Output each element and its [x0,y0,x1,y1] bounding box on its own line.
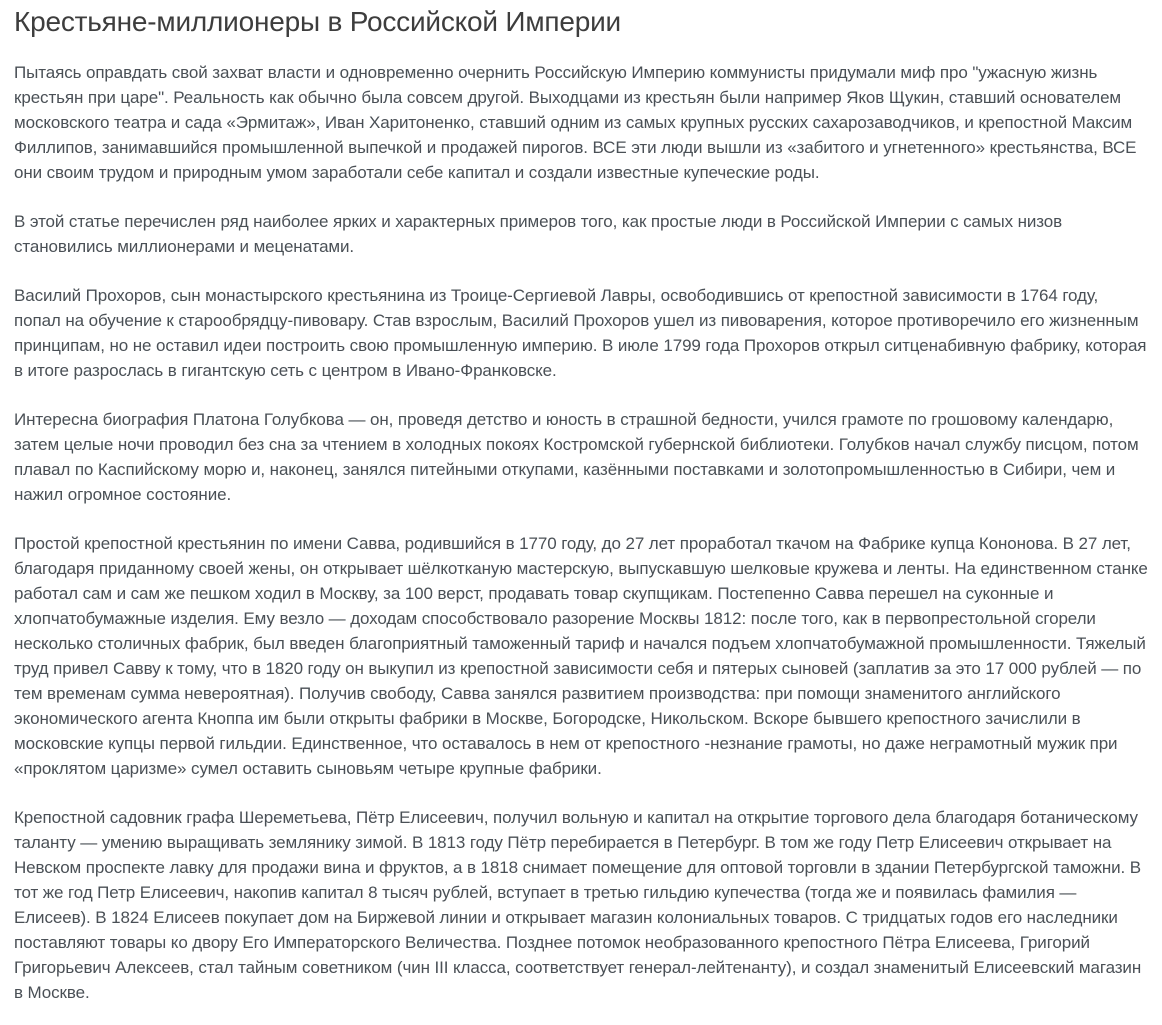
article-paragraph-prokhorov: Василий Прохоров, сын монастырского крестьянина из Троице-Сергиевой Лавры, освободившись от крепостной зависимости в 1764 году, попал на обучение к старообрядцу-пивовару. Став взрослым, Василий Прохоров ушел из пивоварения, которое противоречило его жизненным принципам, но не оставил идеи построить свою промышленную империю. В июле 1799 года Прохоров открыл ситценабивную фабрику, которая в итоге разрослась в гигантскую сеть с центром в Ивано-Франковске. [14,286,1147,380]
article-paragraph-savva: Простой крепостной крестьянин по имени Савва, родившийся в 1770 году, до 27 лет проработал ткачом на Фабрике купца Кононова. В 27 лет, благодаря приданному своей жены, он открывает шёлкотканую мастерскую, выпускавшую шелковые кружева и ленты. На единственном станке работал сам и сам же пешком ходил в Москву, за 100 верст, продавать товар скупщикам. Постепенно Савва перешел на суконные и хлопчатобумажные изделия. Ему везло — доходам способствовало разорение Москвы 1812: после того, как в первопрестольной сгорели несколько столичных фабрик, был введен благоприятный таможенный тариф и начался подъем хлопчатобумажной промышленности. Тяжелый труд привел Савву к тому, что в 1820 году он выкупил из крепостной зависимости себя и пятерых сыновей (заплатив за это 17 000 рублей — по тем временам сумма невероятная). Получив свободу, Савва занялся развитием производства: при помощи знаменитого английского экономического агента Кноппа им были открыты фабрики в Москве, Богородске, Никольском. Вскоре бывшего крепостного зачислили в московские купцы первой гильдии. Единственное, что оставалось в нем от крепостного -незнание грамоты, но даже неграмотный мужик при «проклятом царизме» сумел оставить сыновьям четыре крупные фабрики. [14,534,1148,778]
article-paragraph-eliseev: Крепостной садовник графа Шереметьева, Пётр Елисеевич, получил вольную и капитал на открытие торгового дела благодаря ботаническому таланту — умению выращивать землянику зимой. В 1813 году Пётр перебирается в Петербург. В том же году Петр Елисеевич открывает на Невском проспекте лавку для продажи вина и фруктов, а в 1818 снимает помещение для оптовой торговли в здании Петербургской таможни. В тот же год Петр Елисеевич, накопив капитал 8 тысяч рублей, вступает в третью гильдию купечества (тогда же и появилась фамилия — Елисеев). В 1824 Елисеев покупает дом на Биржевой линии и открывает магазин колониальных товаров. С тридцатых годов его наследники поставляют товары ко двору Его Императорского Величества. Позднее потомок необразованного крепостного Пётра Елисеева, Григорий Григорьевич Алексеев, стал тайным советником (чин III класса, соответствует генерал-лейтенанту), и создал знаменитый Елисеевский магазин в Москве. [14,808,1142,1002]
article-paragraph-overview: В этой статье перечислен ряд наиболее ярких и характерных примеров того, как простые люди в Российской Империи с самых низов становились миллионерами и меценатами. [14,212,1063,256]
page-title: Крестьяне-миллионеры в Российской Империи [14,6,621,37]
article-paragraph-golubkov: Интересна биография Платона Голубкова — он, проведя детство и юность в страшной бедности, учился грамоте по грошовому календарю, затем целые ночи проводил без сна за чтением в холодных покоях Костромской губернской библиотеки. Голубков начал службу писцом, потом плавал по Каспийскому морю и, наконец, занялся питейными откупами, казёнными поставками и золотопромышленностью в Сибири, чем и нажил огромное состояние. [14,410,1139,504]
article-paragraph-intro: Пытаясь оправдать свой захват власти и одновременно очернить Российскую Империю коммунисты придумали миф про "ужасную жизнь крестьян при царе". Реальность как обычно была совсем другой. Выходцами из крестьян были например Яков Щукин, ставший основателем московского театра и сада «Эрмитаж», Иван Харитоненко, ставший одним из самых крупных русских сахарозаводчиков, и крепостной Максим Филлипов, занимавшийся промышленной выпечкой и продажей пирогов. ВСЕ эти люди вышли из «забитого и угнетенного» крестьянства, ВСЕ они своим трудом и природным умом заработали себе капитал и создали известные купеческие роды. [14,63,1137,182]
